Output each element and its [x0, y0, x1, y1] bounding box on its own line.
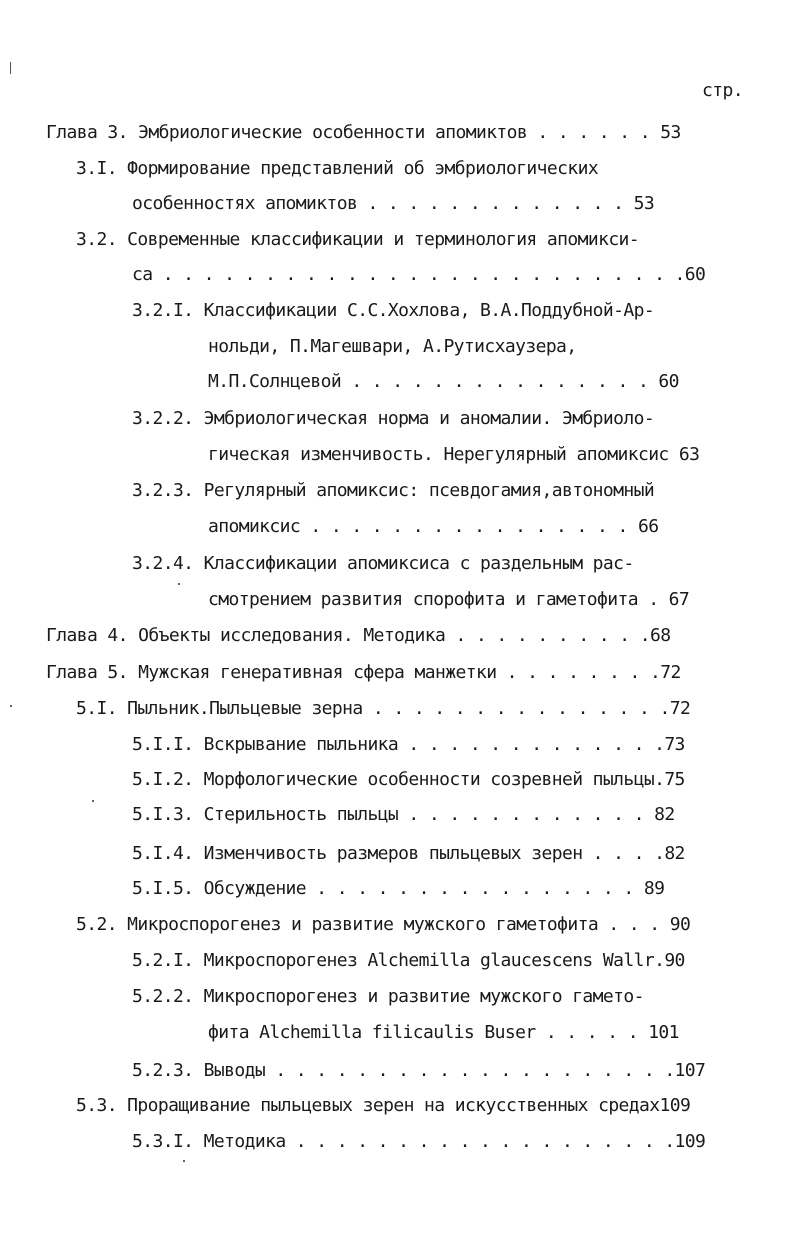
toc-line: 5.2. Микроспорогенез и развитие мужского гаметофита . . . 90 [76, 914, 691, 935]
toc-line: 3.2. Современные классификации и терминология апомикси- [76, 229, 640, 250]
toc-line: 5.I.5. Обсуждение . . . . . . . . . . . . . . . . 89 [132, 878, 665, 899]
toc-line: 5.2.I. Микроспорогенез Alchemilla glaucescens Wallr.90 [132, 950, 685, 971]
toc-line: 3.2.3. Регулярный апомиксис: псевдогамия,автономный [132, 480, 655, 501]
toc-line: 5.3.I. Методика . . . . . . . . . . . . . . . . . . .109 [132, 1131, 706, 1152]
page-label: стр. [702, 80, 743, 101]
toc-line: са . . . . . . . . . . . . . . . . . . . . . . . . . .60 [132, 264, 706, 285]
toc-line: нольди, П.Магешвари, А.Рутисхаузера, [208, 336, 577, 357]
toc-line: 5.I. Пыльник.Пыльцевые зерна . . . . . . . . . . . . . . .72 [76, 698, 691, 719]
toc-line: 5.I.4. Изменчивость размеров пыльцевых зерен . . . .82 [132, 843, 685, 864]
toc-line: Глава 5. Мужская генеративная сфера манжетки . . . . . . . .72 [46, 662, 681, 683]
toc-line: Глава 3. Эмбриологические особенности апомиктов . . . . . . 53 [46, 122, 681, 143]
margin-mark [10, 62, 11, 74]
scan-speck [183, 1160, 185, 1162]
toc-line: фита Alchemilla filicaulis Buser . . . . . 101 [208, 1022, 679, 1043]
toc-line: апомиксис . . . . . . . . . . . . . . . . 66 [208, 516, 659, 537]
toc-line: 3.I. Формирование представлений об эмбриологических [76, 158, 599, 179]
toc-line: 3.2.4. Классификации апомиксиса с раздельным рас- [132, 553, 634, 574]
toc-line: Глава 4. Объекты исследования. Методика . . . . . . . . . .68 [46, 625, 671, 646]
toc-line: 5.2.3. Выводы . . . . . . . . . . . . . . . . . . . .107 [132, 1060, 706, 1081]
toc-line: М.П.Солнцевой . . . . . . . . . . . . . . . 60 [208, 371, 679, 392]
toc-line: 5.I.3. Стерильность пыльцы . . . . . . . . . . . . 82 [132, 804, 675, 825]
toc-line: особенностях апомиктов . . . . . . . . . . . . . 53 [132, 193, 655, 214]
toc-line: 5.2.2. Микроспорогенез и развитие мужского гамето- [132, 986, 644, 1007]
toc-line: 3.2.I. Классификации С.С.Хохлова, В.А.Поддубной-Ар- [132, 300, 655, 321]
scan-speck [178, 583, 180, 585]
toc-line: гическая изменчивость. Нерегулярный апомиксис 63 [208, 444, 700, 465]
toc-line: 3.2.2. Эмбриологическая норма и аномалии. Эмбриоло- [132, 408, 655, 429]
toc-line: 5.3. Проращивание пыльцевых зерен на искусственных средах109 [76, 1095, 691, 1116]
toc-line: смотрением развития спорофита и гаметофита . 67 [208, 589, 690, 610]
toc-line: 5.I.I. Вскрывание пыльника . . . . . . . . . . . . .73 [132, 734, 685, 755]
scan-speck [92, 800, 94, 802]
toc-line: 5.I.2. Морфологические особенности созревней пыльцы.75 [132, 769, 685, 790]
scan-speck [10, 705, 12, 707]
